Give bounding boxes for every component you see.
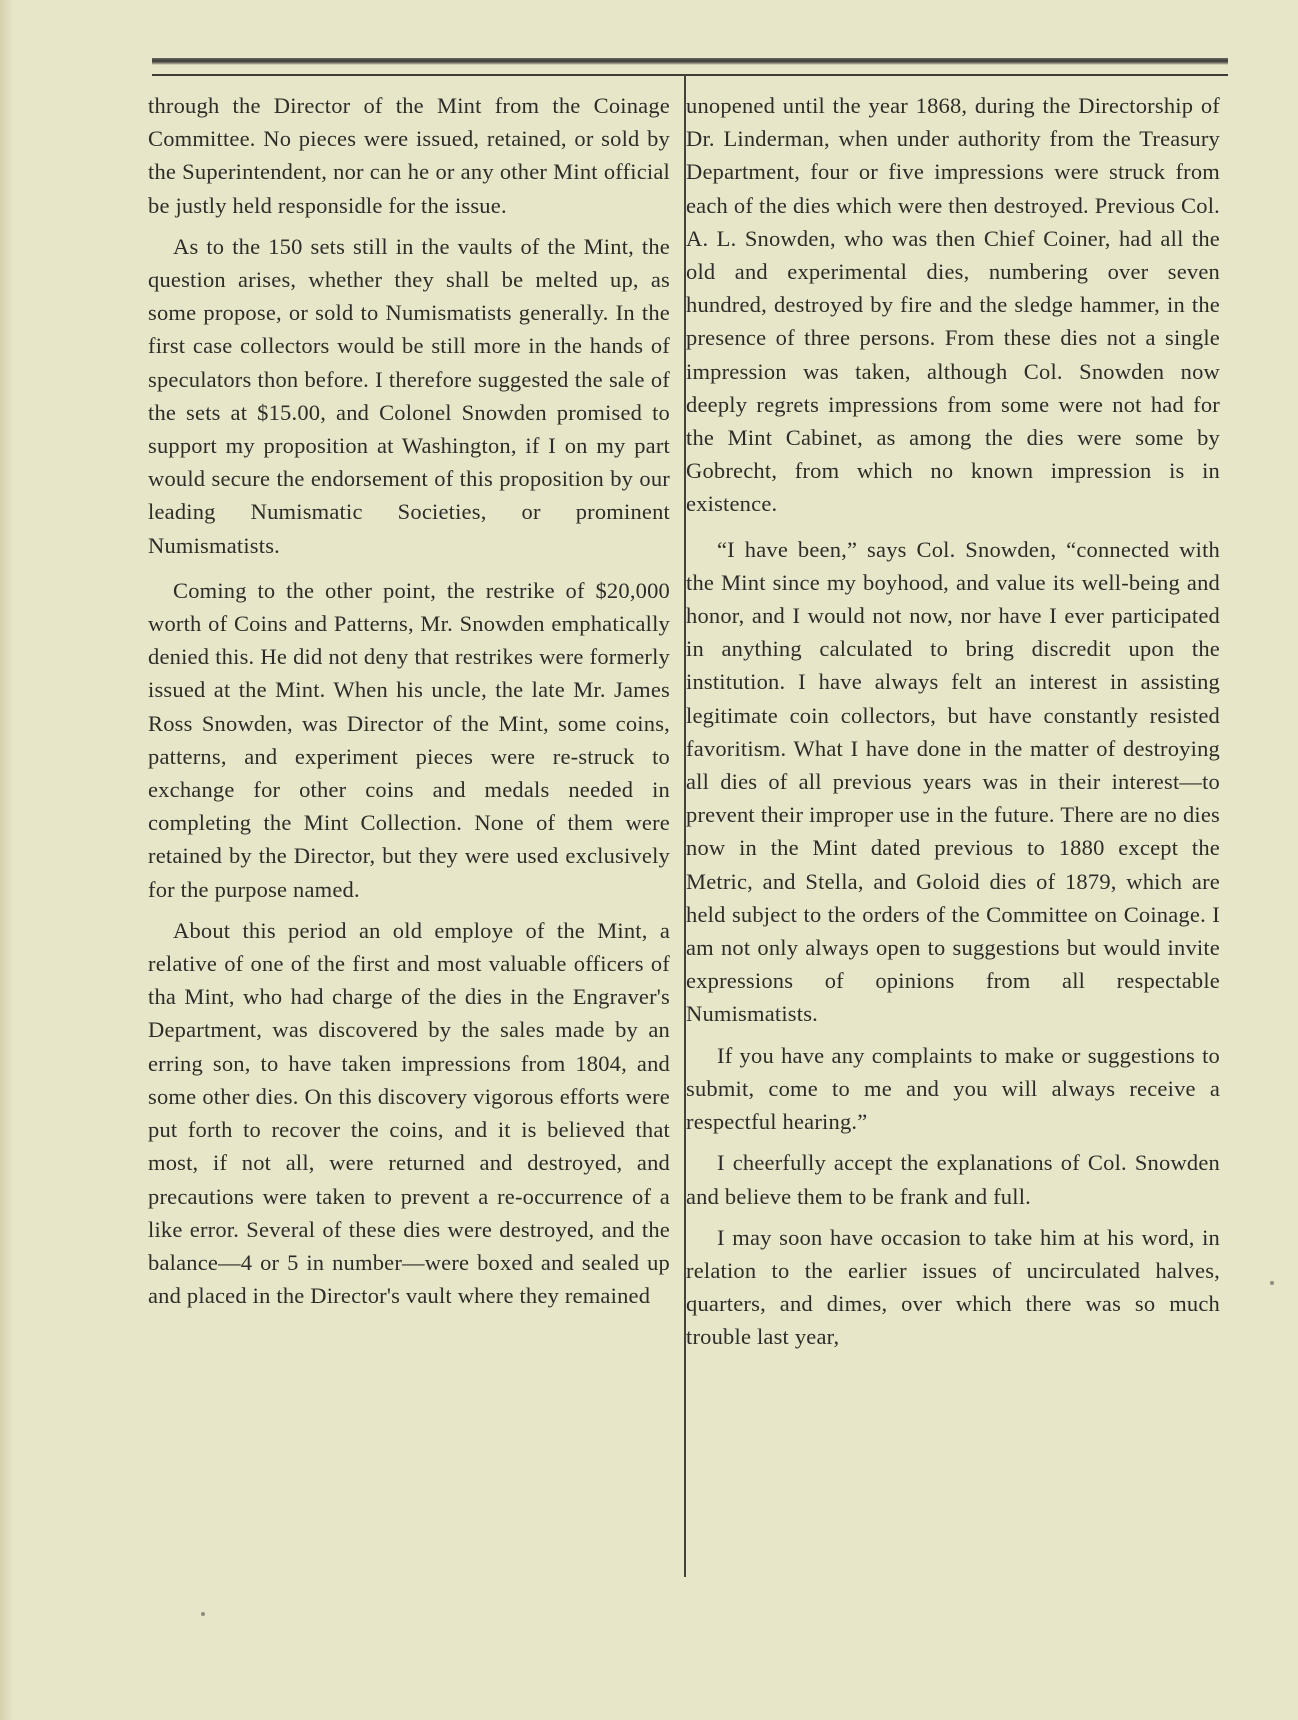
right-paragraph-3: If you have any complaints to make or suggestions to submit, come to me and you will always receive a respectful hearing.” <box>686 1042 1220 1135</box>
right-paragraph-1: unopened until the year 1868, during the Directorship of Dr. Linderman, when under authority from the Treasury Department, four or five impressions were struck from each of the dies which were then destroyed. Previous Col. A. L. Snowden, who was then Chief Coiner, had all the old and experimental dies, numbering over seven hundred, destroyed by fire and the sledge hammer, in the presence of three persons. From these dies not a single impression was taken, although Col. Snowden now deeply regrets impressions from some were not had for the Mint Cabinet, as among the dies were some by Gobrecht, from which no known impression is in existence. <box>686 93 1220 517</box>
right-column <box>686 89 1220 1354</box>
header-rule <box>152 58 1228 65</box>
paper-speck <box>1270 1281 1274 1285</box>
left-paragraph-3: Coming to the other point, the restrike of $20,000 worth of Coins and Patterns, Mr. Snowden emphatically denied this. He did not deny that restrikes were formerly issued at the Mint. When his uncle, the late Mr. James Ross Snowden, was Director of the Mint, some coins, patterns, and experiment pieces were re-struck to exchange for other coins and medals needed in completing the Mint Collection. None of them were retained by the Director, but they were used exclusively for the purpose named. <box>148 577 670 902</box>
left-paragraph-2: As to the 150 sets still in the vaults of the Mint, the question arises, whether they shall be melted up, as some propose, or sold to Numismatists generally. In the first case collectors would be still more in the hands of speculators thon before. I therefore suggested the sale of the sets at $15.00, and Colonel Snowden promised to support my proposition at Washington, if I on my part would secure the endorsement of this proposition by our leading Numismatic Societies, or prominent Numismatists. <box>148 233 670 558</box>
right-paragraph-2: “I have been,” says Col. Snowden, “connected with the Mint since my boyhood, and value its well-being and honor, and I would not now, nor have I ever participated in anything calculated to bring discredit upon the institution. I have always felt an interest in assisting legitimate coin collectors, but have constantly resisted favoritism. What I have done in the matter of destroying all dies of all previous years was in their interest—to prevent their improper use in the future. There are no dies now in the Mint dated previous to 1880 except the Metric, and Stella, and Goloid dies of 1879, which are held subject to the orders of the Committee on Coinage. I am not only always open to suggestions but would invite expressions of opinions from all respectable Numismatists. <box>686 536 1220 1027</box>
right-paragraph-5: I may soon have occasion to take him at his word, in relation to the earlier issues of uncirculated halves, quarters, and dimes, over which there was so much trouble last year, <box>686 1224 1220 1350</box>
right-paragraph-4: I cheerfully accept the explanations of Col. Snowden and believe them to be frank and full. <box>686 1150 1220 1209</box>
paper-speck <box>201 1612 205 1616</box>
page-edge-shadow <box>0 0 14 1720</box>
left-paragraph-1: through the Director of the Mint from the Coinage Committee. No pieces were issued, retained, or sold by the Superintendent, nor can he or any other Mint official be justly held responsidle for the issue. <box>148 93 670 218</box>
left-column <box>148 89 670 1312</box>
header-rule-thin <box>152 74 1228 76</box>
left-paragraph-4: About this period an old employe of the Mint, a relative of one of the first and most valuable officers of tha Mint, who had charge of the dies in the Engraver's Department, was discovered by the sales made by an erring son, to have taken impressions from 1804, and some other dies. On this discovery vigorous efforts were put forth to recover the coins, and it is believed that most, if not all, were returned and destroyed, and precautions were taken to prevent a re-occurrence of a like error. Several of these dies were destroyed, and the balance—4 or 5 in number—were boxed and sealed up and placed in the Director's vault where they remained <box>148 917 670 1309</box>
